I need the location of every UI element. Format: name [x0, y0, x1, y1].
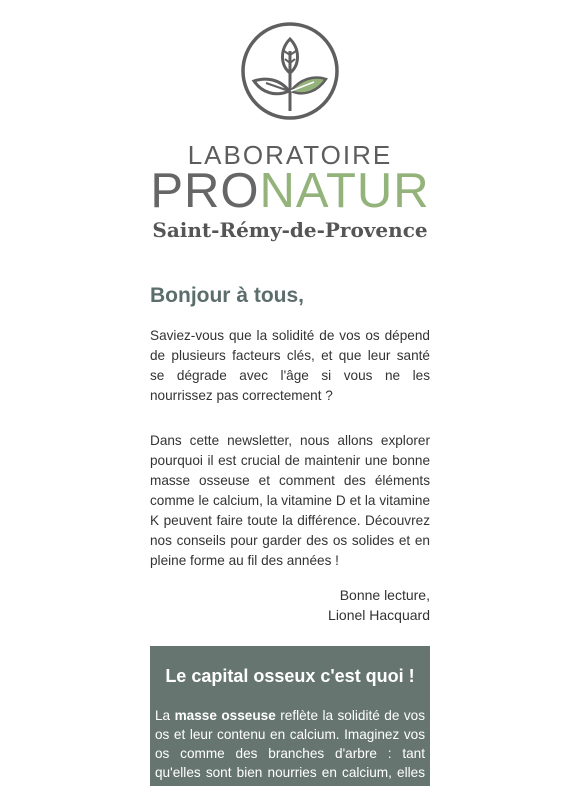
- bone-capital-section: [150, 646, 430, 799]
- brand-name-natur: NATUR: [259, 164, 430, 218]
- brand-city: Saint-Rémy-de-Provence: [152, 218, 428, 242]
- brand-name-pro: PRO: [150, 164, 260, 218]
- signoff: [150, 585, 430, 625]
- signoff-greeting: Bonne lecture,: [339, 587, 430, 603]
- brand-name: [0, 163, 580, 219]
- section-text-prefix: La: [155, 708, 175, 723]
- section-title: Le capital osseux c'est quoi !: [165, 666, 415, 686]
- section-text-bold: masse osseuse: [174, 708, 276, 723]
- intro-section: [150, 280, 430, 625]
- brand-line-laboratoire: LABORATOIRE: [187, 140, 393, 170]
- signoff-author: Lionel Hacquard: [328, 607, 430, 623]
- section-text: [155, 706, 425, 801]
- brand-logo: [0, 18, 580, 242]
- intro-paragraph-1: Saviez-vous que la solidité de vos os dépend de plusieurs facteurs clés, et que leur santé se dégrade avec l'âge si vous ne les nourrissez pas correctement ?: [150, 328, 430, 403]
- intro-paragraph-2: Dans cette newsletter, nous allons explorer pourquoi il est crucial de maintenir une bonne masse osseuse et comment des éléments comme le calcium, la vitamine D et la vitamine K peuvent faire toute la différence. Découvrez nos conseils pour garder des os solides et en pleine forme au fil des années !: [150, 433, 430, 568]
- section-text-rest: reflète la solidité de vos os et leur contenu en calcium. Imaginez vos os comme des branches d'arbre : tant qu'elles sont bien nourries en calcium, elles restent solides.: [155, 708, 425, 799]
- greeting-heading: Bonjour à tous,: [150, 284, 304, 307]
- leaf-circle-icon: [240, 21, 340, 121]
